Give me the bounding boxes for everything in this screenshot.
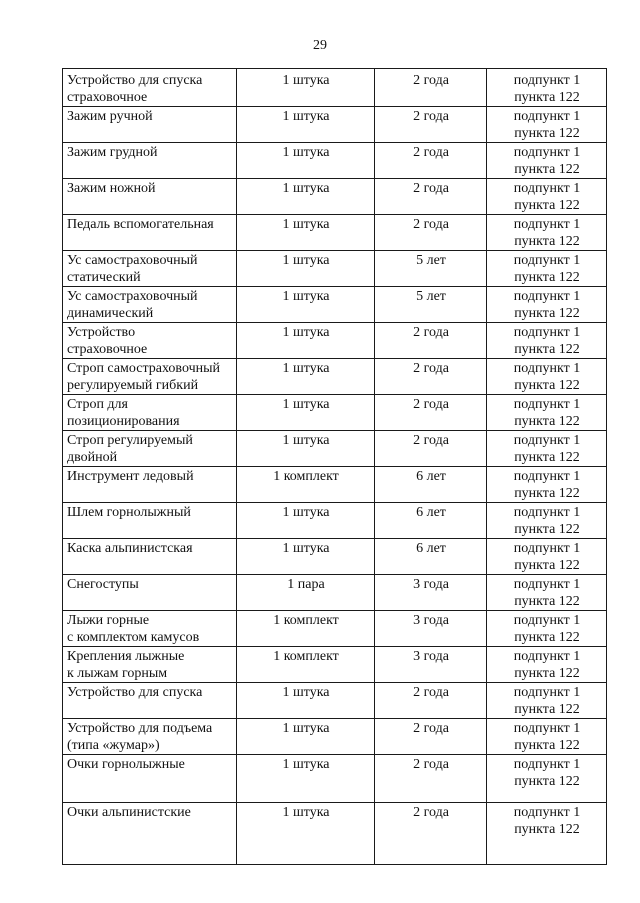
item-name-line: Устройство для спуска	[67, 73, 203, 88]
quantity-text: 1 штука	[282, 109, 330, 124]
item-name-line: Устройство для подъема	[67, 721, 213, 736]
wear-term-cell	[375, 803, 487, 865]
quantity-text: 1 пара	[287, 577, 325, 592]
quantity-text: 1 штука	[282, 397, 330, 412]
item-name-line: (типа «жумар»)	[67, 738, 160, 753]
item-name-cell	[63, 575, 237, 611]
norm-reference-line: пункта 122	[514, 90, 580, 105]
wear-term-text: 2 года	[413, 805, 449, 820]
quantity-text: 1 штука	[282, 253, 330, 268]
quantity-cell	[237, 287, 375, 323]
norm-reference-cell	[487, 755, 607, 803]
wear-term-cell	[375, 431, 487, 467]
item-name-cell	[63, 467, 237, 503]
table-row	[63, 647, 607, 683]
quantity-cell	[237, 719, 375, 755]
table-row	[63, 611, 607, 647]
quantity-cell	[237, 359, 375, 395]
norm-reference-cell	[487, 803, 607, 865]
wear-term-cell	[375, 467, 487, 503]
wear-term-cell	[375, 575, 487, 611]
quantity-cell	[237, 107, 375, 143]
quantity-cell	[237, 251, 375, 287]
quantity-cell	[237, 755, 375, 803]
item-name-line: позиционирования	[67, 414, 180, 429]
wear-term-text: 2 года	[413, 685, 449, 700]
table-row	[63, 431, 607, 467]
quantity-cell	[237, 179, 375, 215]
wear-term-text: 2 года	[413, 109, 449, 124]
wear-term-cell	[375, 503, 487, 539]
table-row	[63, 143, 607, 179]
norm-reference-line: пункта 122	[514, 450, 580, 465]
table-row	[63, 251, 607, 287]
item-name-cell	[63, 107, 237, 143]
norm-reference-cell	[487, 467, 607, 503]
item-name-line: с комплектом камусов	[67, 630, 200, 645]
wear-term-cell	[375, 251, 487, 287]
norm-reference-line: подпункт 1	[513, 805, 581, 820]
norm-reference-line: подпункт 1	[513, 685, 581, 700]
norm-reference-line: подпункт 1	[513, 73, 581, 88]
norm-reference-line: подпункт 1	[513, 217, 581, 232]
quantity-text: 1 штука	[282, 721, 330, 736]
norm-reference-line: подпункт 1	[513, 397, 581, 412]
norm-reference-line: подпункт 1	[513, 649, 581, 664]
wear-term-text: 2 года	[413, 181, 449, 196]
quantity-cell	[237, 395, 375, 431]
norm-reference-line: пункта 122	[514, 522, 580, 537]
norm-reference-line: подпункт 1	[513, 289, 581, 304]
table-row	[63, 287, 607, 323]
item-name-line: Очки альпинистские	[67, 805, 191, 820]
item-name-cell	[63, 431, 237, 467]
norm-reference-cell	[487, 539, 607, 575]
wear-term-text: 2 года	[413, 325, 449, 340]
table-row	[63, 719, 607, 755]
norm-reference-cell	[487, 503, 607, 539]
norm-reference-line: подпункт 1	[513, 145, 581, 160]
norm-reference-line: подпункт 1	[513, 433, 581, 448]
norm-reference-line: пункта 122	[514, 270, 580, 285]
item-name-line: страховочное	[67, 342, 148, 357]
quantity-cell	[237, 143, 375, 179]
item-name-line: к лыжам горным	[67, 666, 168, 681]
item-name-cell	[63, 359, 237, 395]
quantity-cell	[237, 467, 375, 503]
item-name-line: Строп самостраховочный	[67, 361, 221, 376]
norm-reference-cell	[487, 719, 607, 755]
item-name-line: Инструмент ледовый	[67, 469, 194, 484]
item-name-line: Ус самостраховочный	[67, 289, 198, 304]
wear-term-cell	[375, 395, 487, 431]
wear-term-text: 2 года	[413, 73, 449, 88]
norm-reference-cell	[487, 107, 607, 143]
norm-reference-line: пункта 122	[514, 234, 580, 249]
quantity-cell	[237, 803, 375, 865]
item-name-cell	[63, 683, 237, 719]
table-row	[63, 215, 607, 251]
table-row	[63, 755, 607, 803]
norm-reference-line: пункта 122	[514, 630, 580, 645]
item-name-cell	[63, 647, 237, 683]
norm-reference-cell	[487, 287, 607, 323]
table-row	[63, 803, 607, 865]
wear-term-cell	[375, 755, 487, 803]
norm-reference-line: пункта 122	[514, 774, 580, 789]
norm-reference-line: подпункт 1	[513, 613, 581, 628]
wear-term-text: 5 лет	[416, 253, 446, 268]
page-number: 29	[313, 38, 327, 53]
norm-reference-line: подпункт 1	[513, 721, 581, 736]
item-name-line: двойной	[67, 450, 118, 465]
norm-reference-line: пункта 122	[514, 738, 580, 753]
wear-term-text: 2 года	[413, 397, 449, 412]
norm-reference-cell	[487, 611, 607, 647]
norm-reference-cell	[487, 647, 607, 683]
quantity-cell	[237, 539, 375, 575]
quantity-cell	[237, 683, 375, 719]
wear-term-text: 6 лет	[416, 505, 446, 520]
norm-reference-line: пункта 122	[514, 306, 580, 321]
item-name-cell	[63, 611, 237, 647]
wear-term-text: 3 года	[413, 613, 449, 628]
wear-term-text: 5 лет	[416, 289, 446, 304]
norm-reference-line: пункта 122	[514, 822, 580, 837]
quantity-cell	[237, 611, 375, 647]
norm-reference-line: подпункт 1	[513, 505, 581, 520]
item-name-line: Педаль вспомогательная	[67, 217, 214, 232]
norm-reference-cell	[487, 683, 607, 719]
table-row	[63, 323, 607, 359]
norm-reference-cell	[487, 395, 607, 431]
norm-reference-line: пункта 122	[514, 666, 580, 681]
wear-term-text: 6 лет	[416, 541, 446, 556]
norm-reference-line: пункта 122	[514, 162, 580, 177]
wear-term-cell	[375, 323, 487, 359]
norm-reference-line: пункта 122	[514, 558, 580, 573]
norm-reference-line: подпункт 1	[513, 757, 581, 772]
wear-term-cell	[375, 287, 487, 323]
norm-reference-cell	[487, 431, 607, 467]
quantity-text: 1 комплект	[273, 613, 339, 628]
quantity-text: 1 штука	[282, 541, 330, 556]
wear-term-text: 2 года	[413, 757, 449, 772]
norm-reference-line: пункта 122	[514, 594, 580, 609]
quantity-text: 1 комплект	[273, 649, 339, 664]
quantity-text: 1 штука	[282, 325, 330, 340]
norm-reference-line: подпункт 1	[513, 181, 581, 196]
norm-reference-line: подпункт 1	[513, 469, 581, 484]
wear-term-text: 3 года	[413, 577, 449, 592]
equipment-table	[62, 68, 607, 865]
item-name-line: Шлем горнолыжный	[67, 505, 191, 520]
item-name-cell	[63, 539, 237, 575]
item-name-cell	[63, 719, 237, 755]
quantity-cell	[237, 323, 375, 359]
item-name-cell	[63, 251, 237, 287]
equipment-table-body	[63, 69, 607, 865]
item-name-cell	[63, 323, 237, 359]
norm-reference-cell	[487, 575, 607, 611]
norm-reference-line: пункта 122	[514, 198, 580, 213]
item-name-line: Крепления лыжные	[67, 649, 185, 664]
wear-term-text: 2 года	[413, 217, 449, 232]
item-name-line: Зажим ножной	[67, 181, 156, 196]
table-row	[63, 503, 607, 539]
wear-term-cell	[375, 539, 487, 575]
quantity-text: 1 штука	[282, 361, 330, 376]
wear-term-text: 2 года	[413, 721, 449, 736]
item-name-cell	[63, 755, 237, 803]
norm-reference-cell	[487, 251, 607, 287]
item-name-line: Устройство	[67, 325, 136, 340]
item-name-cell	[63, 503, 237, 539]
norm-reference-line: пункта 122	[514, 378, 580, 393]
quantity-text: 1 штука	[282, 685, 330, 700]
quantity-cell	[237, 503, 375, 539]
wear-term-cell	[375, 143, 487, 179]
quantity-text: 1 штука	[282, 505, 330, 520]
table-row	[63, 69, 607, 107]
item-name-cell	[63, 395, 237, 431]
wear-term-cell	[375, 611, 487, 647]
item-name-cell	[63, 143, 237, 179]
norm-reference-line: подпункт 1	[513, 577, 581, 592]
quantity-text: 1 штука	[282, 289, 330, 304]
wear-term-cell	[375, 359, 487, 395]
table-row	[63, 467, 607, 503]
item-name-line: Очки горнолыжные	[67, 757, 185, 772]
item-name-line: регулируемый гибкий	[67, 378, 199, 393]
norm-reference-line: пункта 122	[514, 414, 580, 429]
quantity-text: 1 комплект	[273, 469, 339, 484]
quantity-cell	[237, 575, 375, 611]
norm-reference-line: подпункт 1	[513, 541, 581, 556]
norm-reference-line: пункта 122	[514, 126, 580, 141]
table-row	[63, 359, 607, 395]
norm-reference-cell	[487, 69, 607, 107]
quantity-text: 1 штука	[282, 217, 330, 232]
wear-term-text: 2 года	[413, 145, 449, 160]
norm-reference-cell	[487, 179, 607, 215]
quantity-text: 1 штука	[282, 805, 330, 820]
wear-term-cell	[375, 719, 487, 755]
item-name-line: Снегоступы	[67, 577, 139, 592]
item-name-line: Зажим ручной	[67, 109, 153, 124]
wear-term-text: 6 лет	[416, 469, 446, 484]
norm-reference-cell	[487, 323, 607, 359]
wear-term-cell	[375, 107, 487, 143]
norm-reference-line: пункта 122	[514, 486, 580, 501]
item-name-line: статический	[67, 270, 141, 285]
norm-reference-cell	[487, 359, 607, 395]
item-name-line: Устройство для спуска	[67, 685, 203, 700]
wear-term-text: 3 года	[413, 649, 449, 664]
item-name-cell	[63, 69, 237, 107]
item-name-line: Ус самостраховочный	[67, 253, 198, 268]
quantity-cell	[237, 69, 375, 107]
quantity-cell	[237, 215, 375, 251]
norm-reference-line: пункта 122	[514, 702, 580, 717]
table-row	[63, 107, 607, 143]
item-name-line: Зажим грудной	[67, 145, 158, 160]
wear-term-text: 2 года	[413, 361, 449, 376]
quantity-text: 1 штука	[282, 145, 330, 160]
item-name-cell	[63, 287, 237, 323]
norm-reference-line: подпункт 1	[513, 109, 581, 124]
item-name-cell	[63, 179, 237, 215]
quantity-cell	[237, 647, 375, 683]
item-name-line: страховочное	[67, 90, 148, 105]
wear-term-cell	[375, 179, 487, 215]
item-name-line: Строп для	[67, 397, 128, 412]
table-row	[63, 575, 607, 611]
wear-term-cell	[375, 647, 487, 683]
item-name-line: динамический	[67, 306, 154, 321]
norm-reference-line: пункта 122	[514, 342, 580, 357]
table-row	[63, 395, 607, 431]
item-name-cell	[63, 215, 237, 251]
table-row	[63, 683, 607, 719]
norm-reference-line: подпункт 1	[513, 325, 581, 340]
norm-reference-line: подпункт 1	[513, 361, 581, 376]
quantity-text: 1 штука	[282, 73, 330, 88]
item-name-line: Каска альпинистская	[67, 541, 193, 556]
norm-reference-line: подпункт 1	[513, 253, 581, 268]
item-name-line: Строп регулируемый	[67, 433, 193, 448]
wear-term-cell	[375, 215, 487, 251]
quantity-text: 1 штука	[282, 181, 330, 196]
wear-term-cell	[375, 69, 487, 107]
quantity-text: 1 штука	[282, 433, 330, 448]
wear-term-cell	[375, 683, 487, 719]
quantity-text: 1 штука	[282, 757, 330, 772]
table-row	[63, 179, 607, 215]
quantity-cell	[237, 431, 375, 467]
norm-reference-cell	[487, 143, 607, 179]
item-name-cell	[63, 803, 237, 865]
item-name-line: Лыжи горные	[67, 613, 150, 628]
norm-reference-cell	[487, 215, 607, 251]
table-row	[63, 539, 607, 575]
wear-term-text: 2 года	[413, 433, 449, 448]
